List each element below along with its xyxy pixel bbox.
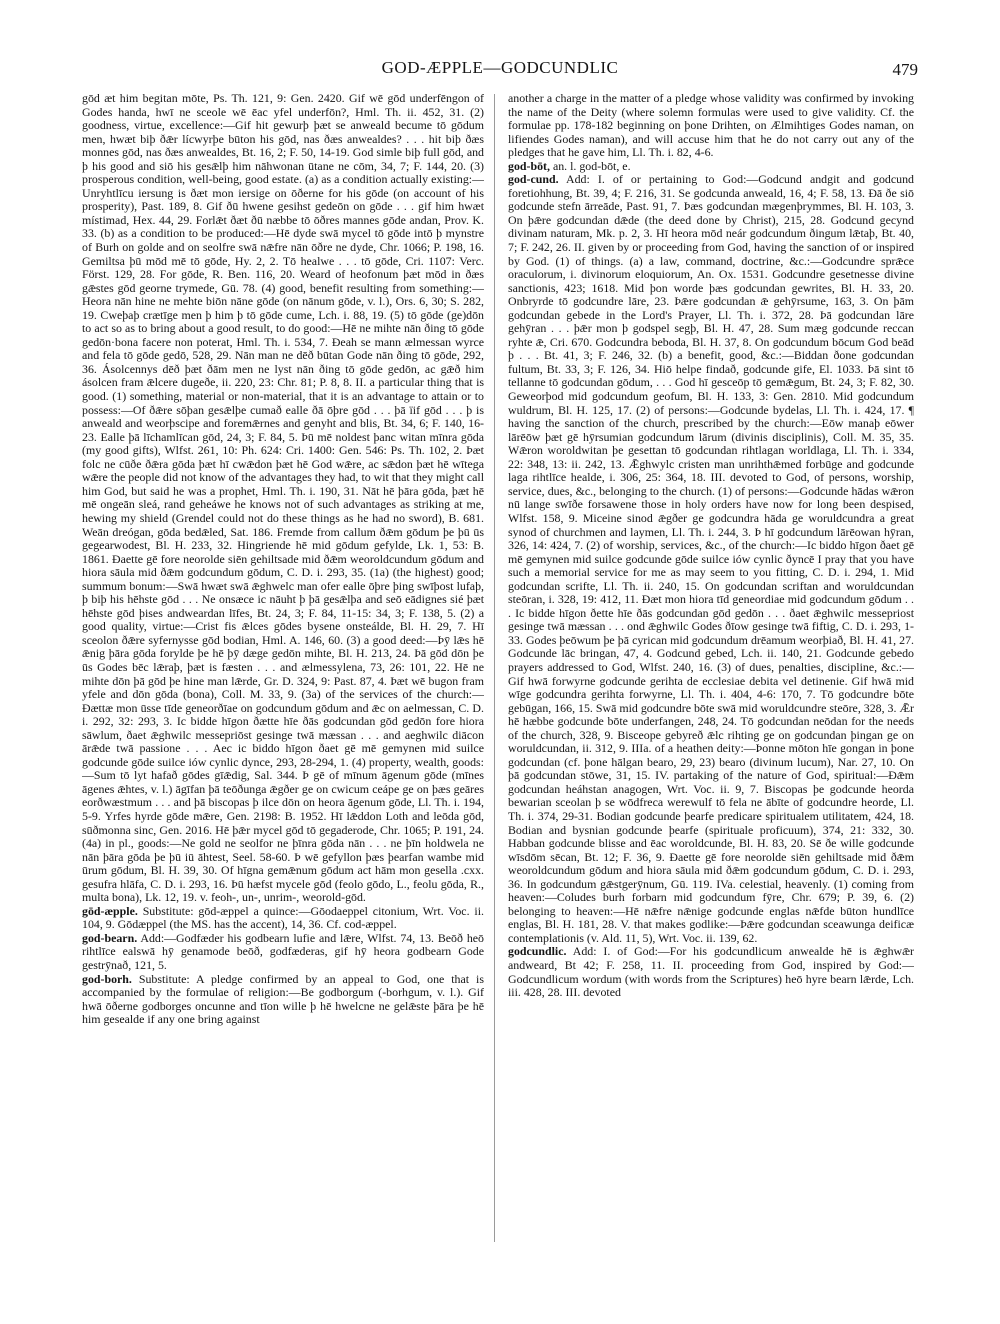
entry-god-borh — [82, 973, 484, 1027]
headword: gōd-æpple. — [82, 903, 138, 918]
right-column — [508, 92, 914, 1242]
headword: god-cund. — [508, 172, 559, 187]
headword: god-bōt, — [508, 158, 550, 173]
running-title: GOD-ÆPPLE—GODCUNDLIC — [381, 58, 619, 77]
entry-text: an. l. god-bōt, e. — [549, 158, 631, 173]
headword: godcundlic. — [508, 944, 567, 959]
page-number: 479 — [892, 60, 918, 79]
entry-text: Add:—Godfæder his godbearn lufie and lǣre, Wlfst. 74, 13. Beōð heō rihtlīce ealswā hȳ genamode beōð, godfæderas, gif hȳ heora godbearn Gode gestrȳnað, 121, 5. — [82, 930, 484, 972]
entry-continuation — [508, 92, 914, 160]
entry-god-bot — [508, 160, 914, 174]
column-divider — [494, 94, 495, 1242]
entry-continuation — [82, 92, 484, 905]
entry-text: Add: I. of or pertaining to God:—Godcund andgit and godcund foretiohhung, Bt. 39, 4; F. 216, 31. Se godcunda anweald, 16, 4; F. 58, 13. Ðā ðe siō godcunde stefn ārreāde, Past. 91, 7. Þæs godcundan mægenþrymmes, Bl. H. 103, 3. On þǣre godcundan dǣde (the deed done by Christ), 215, 28. Godcund gecynd divinam naturam, Mk. p. 2, 3. Hī heora mōd neár godcundum ðingum lǣtaþ, Bt. 40, 7; F. 242, 26. II. given by or proceeding from God, having the sanction of or inspired by God. (1) of things. (a) a law, command, doctrine, &c.:—Godcundre sprǣce oraculorum, i. divinorum eloquiorum, An. Ox. 1531. Godcundre gesetnesse divine sanctionis, 423; 1618. Mid þon worde þæs godcundan gewrites, Bl. H. 33, 20. Onbryrde tō godcundre lāre, 23. Þǣre godcundan ǣ gehȳrsume, 163, 3. On þām godcundan gebede in the Lord's Prayer, Ll. Th. i. 372, 28. Þā godcundan lāre gehȳran . . . þǣr mon þ godspel segþ, Bl. H. 47, 28. Sum mæg godcunde reccan ryhte ǣ, Cri. 670. Godcundra beboda, Bl. H. 37, 8. On godcundum bōcum God beād þ . . . Bt. 41, 3; F. 246, 32. (b) a benefit, good, &c.:—Biddan ðone godcundan fultum, Bt. 33, 3; F. 126, 34. Hiō helpe findað, godcunde gife, El. 1033. Þā sint tō tellanne tō godcundan gōdum, . . . God hī gesceōp tō gemǣgum, Bt. 24, 3; F. 82, 30. Geweorþod mid godcundum geofum, Bl. H. 133, 3: Gen. 2810. Mid godcundum wuldrum, Bl. H. 125, 17. (2) of persons:—Godcunde bydelas, Ll. Th. i. 424, 17. ¶ having the sanction of the church, prescribed by the church:—Eōw manaþ eōwer lārēōw þæt gē hȳrsumian godcundum lārum (divinis disciplinis), Coll. M. 35, 35. Wǣron woroldwitan þe gesettan tō godcundan rihtlagan worldlaga, Ll. Th. i. 334, 22: 348, 13: ii. 242, 13. Ǣghwylc cristen man unrihthǣmed forbūge and godcunde laga rihtlīce healde, i. 306, 25: 364, 18. III. devoted to God, of persons, worship, service, dues, &c., belonging to the church. (1) of persons:—Godcunde hādas wǣron nū lange swīðe forsawene those in holy orders have now for long been despised, Wlfst. 158, 9. Miceine sinod ǣgðer ge godcundra hāda ge woruldcundra a great synod of churchmen and laymen, Ll. Th. i. 244, 3. Þ hī godcundum lārēowan hȳran, 326, 14: 424, 7. (2) of worship, services, &c., of the church:—Ic biddo hīgon ðaet gē mē gemynen mid suilce godcunde gōde suilce iów cynlic ðyncē I pray that you have such a memorial service for me as may seem to you fitting, C. D. i. 294, 1. Mid godcundan scrifte, Ll. Th. ii. 240, 15. On godcundan scriftan and woruldcundan steōran, i. 328, 19: 412, 11. Ðæt mon hiora tīd geneordiae mid godcundum gōdum . . . Ic bidde hīgon ðette hīe ðās godcundan gōd gedōn . . . ðaet ǣghwilc messepriost gesinge twā mæssan . . . ond ǣghwilc Godes ðīow gesinge twā fiftig, C. D. i. 293, 1-33. Godes þeōwum þe þā cyrican mid godcundum drēamum weorþiað, Bl. H. 41, 27. Godcunde lāc bringan, 47, 4. Godcund gebed, Lch. ii. 140, 21. Godcunde gebedo prayers addressed to God, Wlfst. 240, 16. (3) of dues, penalties, discipline, &c.:—Gif hwā forwyrne godcunde gerihta de ecclesiae debita vel detinenie. Gif hwā mid wīge godcundra gerihta forwyrne, Ll. Th. i. 404, 4-6: 170, 7. Tō godcundre bōte gebūgan, 166, 15. Swā mid godcundre bōte swā mid woruldcundre steōre, 328, 3. Ǣr hē hæbbe godcunde bōte underfangen, 248, 24. Tō godcundan neōdan for the needs of the church, 328, 9. Bisceope gebyreð ǣlc rihting ge on godcundan þingan ge on woruldcundan, ii. 312, 9. IIIa. of a heathen deity:—Þonne mōton hīe gongan in þone godcundan (cf. þone hālgan bearo, 29, 23) bearo (divinum lucum), Nar. 27, 10. On þā godcundan stōwe, 31, 15. IV. partaking of the nature of God, spiritual:—Ðǣm godcundan heáhstan anagogen, Wrt. Voc. ii. 9, 7. Biscopas þe godcunde heorda bewarian sceolan þ se wōdfreca werewulf tō fela ne ābīte of godcundre heorde, Ll. Th. i. 374, 29-31. Bodian godcunde þearfe predicare spiritualem utilitatem, 424, 18. Bodian and bysnian godcunde þearfe (spirituale proficuum), 374, 21: 332, 30. Habban godcunde blisse and ēac woroldcunde, Bl. H. 83, 20. Sē ðe wille godcunde wīsdōm sēcan, Bt. 12; F. 36, 9. Ðaette gē fore neorolde siēn gehiltsade mid ðǣm weoroldcundum gōdum and hiora sāula mid ðǣm godcundum gōdum, C. D. i. 293, 36. In godcundum gǣstgerȳnum, Gū. 119. IVa. celestial, heavenly. (1) coming from heaven:—Coludes burh forbarn mid godcundum fȳre, Chr. 679; P. 39, 6. (2) belonging to heaven:—Hē nǣfre nǣnige godcunde englas nǣfde būton hundlīce englas, Bl. H. 181, 28. V. that makes godlike:—Þǣre godcundan sceawunga deificæ contemplationis (v. Ald. 11, 5), Wrt. Voc. ii. 139, 62. — [508, 172, 914, 945]
entry-text: Substitute: A pledge confirmed by an appeal to God, one that is accompanied by the formulae of religion:—Be godborgum (-borhgum, v. l.). Gif hwā ōðerne godborges oncunne and tīon wille þ hē hwelcne ne gelǣste þāra þe hē him gesealde if any one bring against — [82, 971, 484, 1027]
entry-god-bearn — [82, 932, 484, 973]
headword: god-borh. — [82, 971, 132, 986]
entry-text: another a charge in the matter of a pledge whose validity was confirmed by invoking the name of the Deity (where solemn formulas were used to give validity. Cf. the formulae pp. 178-182 beginning on þone Drihten, on Ælmihtiges Godes naman, on lifiendes Godes naman), and will accuse him that he do not carry out any of the pledges that he gave him, Ll. Th. i. 82, 4-6. — [508, 92, 914, 160]
entry-text: Substitute: gōd-æppel a quince:—Gōodaeppel citonium, Wrt. Voc. ii. 104, 9. Gōdæppel (the MS. has the accent), 14, 36. Cf. cod-æppel. — [82, 903, 484, 932]
headword: god-bearn. — [82, 930, 138, 945]
entry-god-aepple — [82, 905, 484, 932]
left-column — [82, 92, 484, 1242]
entry-god-cund — [508, 173, 914, 945]
entry-text: gōd æt him begitan mōte, Ps. Th. 121, 9: Gen. 2420. Gif wē gōd underfēngon of Godes handa, hwī ne sceole wē ēac yfel underfōn?, Hml. Th. ii. 452, 31. (2) goodness, virtue, excellence:—Gif hit gewurþ þæt se anweald becume tō gōdum men, hwæt biþ ðǣr lícwyrþe būton his gōd, nas ðæs anwealdes? . . . hit biþ ðæs monnes gōd, nas ðæs anwealdes, Bt. 16, 2; F. 50, 14-19. God simle biþ full gōd, and þ his good and siō his gesǣlþ him nāhwonan ūtane ne cōm, 34, 7; F. 144, 20. (3) prosperous condition, well-being, good estate. (a) as a condition actually existing:—Unryhtlīcu iersung is ðæt mon iersige on ōðerne for his gōde (on account of his prosperity), Past. 189, 8. Gif ðū hwene gesihst gedeōn on gōde . . . gif him hwæt místimad, Hex. 44, 29. Forlǣt ðæt ðū næbbe tō ōðres mannes gōde andan, Prov. K. 33. (b) as a condition to be produced:—Hē dyde swā mycel tō gōde intō þ mynstre of Burh on golde and on seolfre swā nǣfre nān ōðre ne dyde, Chr. 1066; P. 198, 16. Gemiltsa þū mōd mē tō gōde, Hy. 2, 2. Tō healwe . . . tō gōde, Cri. 1107: Verc. Först. 129, 28. For gōde, R. Ben. 116, 20. Weard of heofonum þæt mōd in ðæs gǣstes gōd georne trymede, Gū. 78. (4) good, benefit resulting from something:—Heora nān hine ne mehte biōn nāne gōde (on nānum gōde, v. l.), Ors. 6, 30; S. 282, 19. Cweþaþ crætīge men þ him þ tō gōde cume, Lch. i. 88, 19. (5) tō gōde (ge)dōn to act so as to bring about a good result, to do good:—Hē ne mihte nān ðing tō gōde gedōn·bona facere non poterat, Hml. Th. i. 534, 7. Ðeah se mann ælmessan wyrce and fela tō gōde gedō, 528, 29. Nān man ne dēð būtan Gode nān ðing tō gōde, 292, 36. Ásolcennys dēð þæt ðām men ne lyst nān ðing tō gōde gedōn, ac gǣð him ásolcen fram ǣlcere dugeðe, ii. 220, 23: Chr. 81; P. 8, 8. II. a particular thing that is good. (1) something, material or non-material, that it is an advantage to attain or to possess:—Of ðǣre sōþan gesǣlþe cumað ealle ðā ōþre gōd . . . þā ïif gōd . . . þ is anweald and weorþscipe and foremǣrnes and genyht and blis, Bt. 34, 6; F. 140, 16-23. Ealle þā līchamlīcan gōd, 24, 3; F. 84, 5. Þū mē noldest þanc witan mīnra gōda (my good gifts), Wlfst. 261, 10: Ph. 624: Cri. 1400: Gen. 546: Ps. Th. 102, 2. Þæt folc ne cūðe ðǣra gōda þæt hī cwǣdon þæt hē God wǣre, ac sǣdon þæt hē wītega wǣre the people did not know of the advantages they had, to wit that they might call him God, but said he was a prophet, Hml. Th. i. 190, 31. Nāt hē þāra gōda, þæt hē mē ongeān sleá, rand geheáwe he knows not of such advantages as striking at me, hewing my shield (Grendel could not do these things as he had no sword), B. 681. Weān dreógan, gōda bedǣled, Sat. 186. Fremde from callum ðǣm gōdum þe þū ūs gegearwodest, Bl. H. 233, 32. Hingriende hē mid gōdum gefylde, Lk. 1, 53: B. 1861. Ðaette gē fore neorolde siēn gehiltsade mid ðǣm weoroldcundum gōdum and hiora sāula mid ðǣm godcundum gōdum, C. D. i. 293, 35. (1a) (the highest) good; summum bonum:—Swā hwæt swā ǣghwelc man ofer ealle ōþre þing swīþost lufaþ, þ biþ his hēhste gōd . . . Ne onsæce ic nāuht þ þā gesǣlþa and seō eādignes sié þæt hēhste gōd þises andweardan līfes, Bt. 24, 3; F. 84, 11-15: 34, 3; F. 138, 5. (2) a good quality, virtue:—Crist fis ǣlces gōdes bysene onsteálde, Bl. H. 29, 7. Hī sceolon ðǣre syfernysse gōd bodian, Hml. A. 146, 60. (3) a good deed:—Þȳ lǣs hē ǣnig þāra gōda forylde þe hē þȳ dæge gedōn mihte, Bl. H. 213, 24. Þā gōd dōn þe ūs Godes bēc lǣraþ, þæt is fæsten . . . and ælmessylena, 73, 26: 101, 22. Hē ne mihte dōn þā gōd þe hine man lǣrde, Gr. D. 324, 9: Past. 87, 4. Þæt wē bugon fram yfele and dōn gōda (bona), Coll. M. 33, 9. (3a) of the services of the church:—Ðættæ mon ūsse tīde geneorðīae on godcundum gōdum and ǣc on aelmessan, C. D. i. 292, 32: 293, 3. Ic bidde hīgon ðætte hīe ðās godcundan gōd gedōn fore hiora sāwlum, ðaet ǣghwilc messepriōst gesinge twā mæssan . . . and aeghwilc diācon ārǣde twā passione . . . Aec ic biddo hīgon ðaet gē mē gemynen mid suilce godcunde gōde suilce iów cynlic dynce, 293, 28-294, 1. (4) property, wealth, goods:—Sum tō lyt hafað gōdes gīǣdig, Sal. 344. Þ gē of mīnum āgenum gōde (mīnes āgenes ǣhtes, v. l.) āgīfan þā teōðunga ǣgðer ge on cwicum ceápe ge on þæs geāres eorðwæstmum . . . and þā biscopas þ ilce dōn on heora āgenum gōde, Ll. Th. i. 194, 5-9. Yrfes hyrde gōde mǣre, Gen. 2198: B. 1952. Hī lǣddon Loth and leōda gōd, sūðmonna sinc, Gen. 2016. Hē þǣr mycel gōd tō gegaderode, Chr. 1065; P. 191, 24. (4a) in pl., goods:—Ne gold ne seolfor ne þīnra gōda nān . . . ne þīn holdwela ne nān þāra gōda þe þū iū āhtest, Seel. 58-60. Þ wē gefyllon þæs þearfan wambe mid ūrum gōdum, Bl. H. 39, 30. Of hīgna gemǣnum gōdum act hām mon gesella .cxx. gesufra hlāfa, C. D. i. 293, 16. Þū hæfst mycele gōd (feolo gōdo, L., feolu gōda, R., multa bona), Lk. 12, 19. v. feoh-, un-, unrim-, weorold-gōd. — [82, 92, 484, 905]
running-head — [0, 58, 1000, 82]
entry-text: Add: I. of God:—For his godcundlicum anwealde hē is ǣghwǣr andweard, Bt 42; F. 258, 11. II. proceeding from God, inspired by God:—Godcundlicum wordum (with words from the Scriptures) heō hyre bearn lǣrde, Lch. iii. 428, 28. III. devoted — [508, 944, 914, 1000]
entry-godcundlic — [508, 945, 914, 999]
